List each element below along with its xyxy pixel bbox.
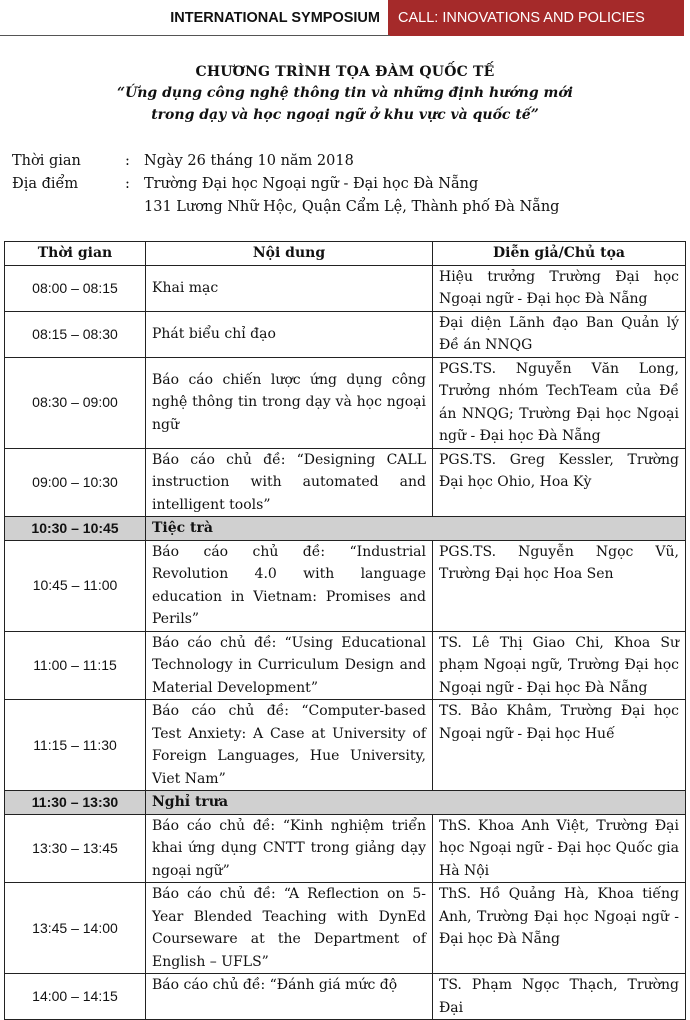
row-time: 08:00 – 08:15 bbox=[5, 265, 146, 311]
row-content: Khai mạc bbox=[146, 265, 433, 311]
row-time: 10:30 – 10:45 bbox=[5, 517, 146, 541]
table-row bbox=[5, 883, 686, 974]
table-row bbox=[5, 357, 686, 448]
row-time: 13:30 – 13:45 bbox=[5, 814, 146, 883]
row-speaker: Hiệu trưởng Trường Đại học Ngoại ngữ - Đại học Đà Nẵng bbox=[433, 265, 686, 311]
program-title bbox=[0, 62, 690, 126]
row-time: 09:00 – 10:30 bbox=[5, 448, 146, 517]
header-call-banner: CALL: INNOVATIONS AND POLICIES bbox=[388, 0, 684, 36]
row-content: Báo cáo chủ đề: “A Reflection on 5-Year Blended Teaching with DynEd Courseware at the Department of English – UFLS” bbox=[146, 883, 433, 974]
row-content: Báo cáo chủ đề: “Using Educational Technology in Curriculum Design and Material Development” bbox=[146, 631, 433, 700]
table-header-row bbox=[5, 242, 686, 266]
row-speaker: PGS.TS. Nguyễn Ngọc Vũ, Trường Đại học Hoa Sen bbox=[433, 540, 686, 631]
column-header-content: Nội dung bbox=[146, 242, 433, 266]
title-line-1: CHƯƠNG TRÌNH TỌA ĐÀM QUỐC TẾ bbox=[195, 64, 495, 80]
row-speaker: PGS.TS. Greg Kessler, Trường Đại học Ohio, Hoa Kỳ bbox=[433, 448, 686, 517]
row-content: Phát biểu chỉ đạo bbox=[146, 311, 433, 357]
table-row bbox=[5, 700, 686, 791]
row-time: 13:45 – 14:00 bbox=[5, 883, 146, 974]
info-time-label: Thời gian bbox=[12, 153, 81, 169]
row-speaker: TS. Bảo Khâm, Trường Đại học Ngoại ngữ - Đại học Huế bbox=[433, 700, 686, 791]
row-content: Báo cáo chủ đề: “Kinh nghiệm triển khai ứng dụng CNTT trong giảng dạy ngoại ngữ” bbox=[146, 814, 433, 883]
row-speaker: TS. Lê Thị Giao Chi, Khoa Sư phạm Ngoại ngữ, Trường Đại học Ngoại ngữ - Đại học Đà Nẵng bbox=[433, 631, 686, 700]
row-content: Báo cáo chủ đề: “Designing CALL instruction with automated and intelligent tools” bbox=[146, 448, 433, 517]
column-header-time: Thời gian bbox=[5, 242, 146, 266]
table-row bbox=[5, 974, 686, 1020]
header-divider bbox=[0, 35, 390, 36]
row-speaker: ThS. Hồ Quảng Hà, Khoa tiếng Anh, Trường Đại học Ngoại ngữ - Đại học Đà Nẵng bbox=[433, 883, 686, 974]
row-speaker: ThS. Khoa Anh Việt, Trường Đại học Ngoại ngữ - Đại học Quốc gia Hà Nội bbox=[433, 814, 686, 883]
row-content: Báo cáo chủ đề: “Industrial Revolution 4.0 with language education in Vietnam: Promises and Perils” bbox=[146, 540, 433, 631]
row-time: 10:45 – 11:00 bbox=[5, 540, 146, 631]
info-place-label: Địa điểm bbox=[12, 176, 79, 192]
row-time: 08:30 – 09:00 bbox=[5, 357, 146, 448]
row-content: Nghỉ trưa bbox=[146, 791, 686, 815]
title-line-3: trong dạy và học ngoại ngữ ở khu vực và quốc tế” bbox=[151, 107, 539, 123]
row-time: 14:00 – 14:15 bbox=[5, 974, 146, 1020]
row-time: 11:30 – 13:30 bbox=[5, 791, 146, 815]
table-row bbox=[5, 814, 686, 883]
column-header-speaker: Diễn giả/Chủ tọa bbox=[433, 242, 686, 266]
break-row-lunch bbox=[5, 791, 686, 815]
page-header bbox=[0, 0, 690, 36]
title-line-2: “Ứng dụng công nghệ thông tin và những định hướng mới bbox=[116, 85, 573, 101]
table-row bbox=[5, 311, 686, 357]
break-row-tea bbox=[5, 517, 686, 541]
row-speaker: Đại diện Lãnh đạo Ban Quản lý Đề án NNQG bbox=[433, 311, 686, 357]
info-place-value-1: Trường Đại học Ngoại ngữ - Đại học Đà Nẵng bbox=[144, 176, 479, 192]
table-row bbox=[5, 631, 686, 700]
row-time: 11:15 – 11:30 bbox=[5, 700, 146, 791]
schedule-table bbox=[4, 241, 686, 1020]
table-row bbox=[5, 448, 686, 517]
header-symposium-label: INTERNATIONAL SYMPOSIUM bbox=[170, 10, 380, 26]
row-content: Tiệc trà bbox=[146, 517, 686, 541]
info-colon: : bbox=[125, 153, 130, 169]
table-row bbox=[5, 540, 686, 631]
table-row bbox=[5, 265, 686, 311]
row-speaker: PGS.TS. Nguyễn Văn Long, Trưởng nhóm TechTeam của Đề án NNQG; Trường Đại học Ngoại ngữ - Đại học Đà Nẵng bbox=[433, 357, 686, 448]
info-colon: : bbox=[125, 176, 130, 192]
row-time: 11:00 – 11:15 bbox=[5, 631, 146, 700]
row-content: Báo cáo chủ đề: “Computer-based Test Anxiety: A Case at University of Foreign Languages, Hue University, Viet Nam” bbox=[146, 700, 433, 791]
row-time: 08:15 – 08:30 bbox=[5, 311, 146, 357]
row-content: Báo cáo chủ đề: “Đánh giá mức độ bbox=[146, 974, 433, 1020]
row-speaker: TS. Phạm Ngọc Thạch, Trường Đại bbox=[433, 974, 686, 1020]
row-content: Báo cáo chiến lược ứng dụng công nghệ thông tin trong dạy và học ngoại ngữ bbox=[146, 357, 433, 448]
info-place-value-2: 131 Lương Nhữ Hộc, Quận Cẩm Lệ, Thành phố Đà Nẵng bbox=[144, 199, 560, 215]
info-time-value: Ngày 26 tháng 10 năm 2018 bbox=[144, 153, 354, 169]
